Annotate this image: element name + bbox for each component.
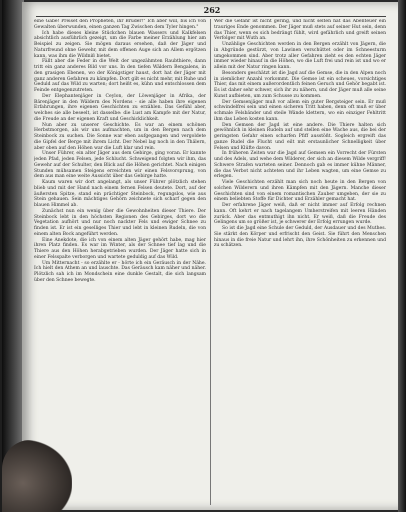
paragraph: So ist die Jagd eine Schule der Geduld, der Ausdauer und des Muthes. Sie stärkt den Körper und erfrischt den Geist. Sie führt den Menschen hinaus in die freie Natur und lehrt ihn, ihre Schönheiten zu erkennen und zu schätzen. xyxy=(214,226,386,249)
paragraph: Unzählige Geschichten werden in den Bergen erzählt von Jägern, die in Abgründe gestürzt, von Lawinen verschüttet oder im Schneesturm umgekommen sind. Aber trotz aller Gefahren zieht es den echten Jäger immer wieder hinauf in die Höhen, wo die Luft frei und rein ist und wo er allein mit der Natur ringen kann. xyxy=(214,42,386,70)
page-number: 262 xyxy=(203,5,221,15)
book-photo xyxy=(2,0,406,512)
column-divider xyxy=(210,19,211,505)
paragraph: In früheren Zeiten war die Jagd auf Gemsen ein Vorrecht der Fürsten und des Adels, und wehe dem Wilderer, der sich an diesem Wilde vergriff! Schwere Strafen warteten seiner. Dennoch gab es immer kühne Männer, die das Verbot nicht achteten und ihr Leben wagten, um eine Gemse zu erlegen. xyxy=(214,151,386,180)
right-text-column xyxy=(214,19,386,507)
paragraph: Zunächst nun ein wenig über die Gewohnheiten dieser Thiere. Der Steinbock lebt in den höchsten Regionen des Gebirges, dort wo die Vegetation aufhört und nur noch nackter Fels und ewiger Schnee zu finden ist. Er ist ein geselliges Thier und lebt in kleinen Rudeln, die von einem alten Bock angeführt werden. xyxy=(34,208,206,237)
book-gutter-shadow xyxy=(2,0,24,512)
thumb xyxy=(2,440,72,512)
paragraph: Der Gemsenjäger muß vor allem ein guter Bergsteiger sein. Er muß schwindelfrei sein und einen sicheren Tritt haben, denn oft muß er über schmale Felsbänder und steile Wände klettern, wo ein einziger Fehltritt ihm das Leben kosten kann. xyxy=(214,99,386,122)
paragraph: Eine Anekdote, die ich von einem alten Jäger gehört habe, mag hier ihren Platz finden. Es war im Winter, als der Schnee tief lag und die Thiere aus den Höhen herabgetrieben wurden. Der Jäger hatte sich in einer Felsspalte verborgen und wartete geduldig auf das Wild. xyxy=(34,237,206,260)
paragraph: Nun aber zu unserer Geschichte. Es war an einem schönen Herbstmorgen, als wir uns aufmachten, um in den Bergen nach dem Steinbock zu suchen. Die Sonne war eben aufgegangen und vergoldete die Gipfel der Berge mit ihrem Licht. Der Nebel lag noch in den Thälern, aber oben auf den Höhen war die Luft klar und rein. xyxy=(34,122,206,151)
paragraph: eine Gabe! Preiset den Propheten, ihr Brüder!" Ich aber will, bis ich von Gewalten überwunden, einen ganzen Tag Zwischen dem Tyler hingen." xyxy=(34,19,206,30)
left-text-column xyxy=(34,19,206,507)
paragraph: Wer die Gefahr ist nicht gering, und nicht selten hat das Abenteuer ein trauriges Ende genommen. Der Jäger muß stets auf seiner Hut sein, denn das Thier, wenn es sich bedrängt fühlt, wird gefährlich und greift seinen Verfolger mit Wuth an. xyxy=(214,19,386,42)
paragraph: Fällt aber die Feder in die Welt der ungezähmten Raubthiere, dann tritt ein ganz anderes Bild vor uns. In den tiefen Wäldern Bengalens, in den grasigen Ebenen, wo der Königstiger haust, dort hat der Jäger mit ganz anderen Gefahren zu kämpfen. Dort gilt es nicht mehr, mit Ruhe und Geduld auf das Wild zu warten; dort heißt es, kühn und entschlossen dem Feinde entgegenzutreten. xyxy=(34,59,206,93)
paragraph: Viele Geschichten erzählt man sich noch heute in den Bergen von solchen Wilderern und ihren Kämpfen mit den Jägern. Manche dieser Geschichten sind von einem romantischen Zauber umgeben, der sie zu einem beliebten Stoffe für Dichter und Erzähler gemacht hat. xyxy=(214,180,386,203)
book-page xyxy=(22,2,402,510)
paragraph: Ich habe dieses kleine Stückchen blauen Wassers und Kalkfelsen absichtlich ausführlich gezeigt, um die Farbe meiner Erzählung hier am Beispiel zu zeigen. Sie mögen daraus ersehen, daß der Jäger und Naturfreund ohne Gewehr, mit dem offenen Auge sich an Allem ergötzen kann, was ihm die Wildniß bietet. xyxy=(34,30,206,59)
paragraph: Unser Führer, ein alter Jäger aus dem Gebirge, ging voran. Er kannte jeden Pfad, jeden Felsen, jede Schlucht. Schweigend folgten wir ihm, das Gewehr auf der Schulter, den Blick auf die Höhen gerichtet. Nach einigen Stunden mühsamen Steigens erreichten wir einen Felsvorsprung, von dem aus man eine weite Aussicht über das Gebirge hatte. xyxy=(34,151,206,180)
paragraph: Besonders geschätzt ist die Jagd auf die Gemse, die in den Alpen noch in ziemlicher Anzahl vorkommt. Die Gemse ist ein scheues, vorsichtiges Thier, das mit einem außerordentlich feinen Geruch und Gehör begabt ist. Es ist daher sehr schwer, sich ihr zu nähern, und der Jäger muß alle seine Kunst aufbieten, um zum Schusse zu kommen. xyxy=(214,70,386,99)
paragraph: Der Elephantenjäger in Ceylon, der Löwenjäger in Afrika, der Bärenjäger in den Wäldern des Nordens - sie alle haben ihre eigenen Erfahrungen, ihre eigenen Geschichten zu erzählen. Das Gefühl aber, welches sie alle beseelt, ist dasselbe: die Lust am Kampfe mit der Natur, die Freude an der eigenen Kraft und Geschicklichkeit. xyxy=(34,93,206,122)
header-rule xyxy=(36,16,386,17)
page-edge-shadow xyxy=(398,0,406,512)
paragraph: Kaum waren wir dort angelangt, als unser Führer plötzlich stehen blieb und mit der Hand nach einem fernen Felsen deutete. Dort, auf der äußersten Spitze, stand ein prächtiger Steinbock, regungslos, wie aus Stein gehauen. Sein mächtiges Gehörn zeichnete sich scharf gegen den blauen Himmel ab. xyxy=(34,180,206,208)
paragraph: Um Mitternacht - so erzählte er - hörte ich ein Geräusch in der Nähe. Ich hielt den Athem an und lauschte. Das Geräusch kam näher und näher. Plötzlich sah ich im Mondschein eine dunkle Gestalt, die sich langsam über den Schnee bewegte. xyxy=(34,260,206,283)
paragraph: Der erfahrene Jäger weiß, daß er nicht immer auf Erfolg rechnen kann. Oft kehrt er nach tagelangem Umherstreifen mit leeren Händen zurück. Aber das entmuthigt ihn nicht. Er weiß, daß die Freude des Gelingens um so größer ist, je schwerer der Erfolg errungen wurde. xyxy=(214,203,386,226)
paragraph: Den Gemsen der Jagd ist eine andere. Die Thiere halten sich gewöhnlich in kleinen Rudeln auf und stellen eine Wache aus, die bei der geringsten Gefahr einen scharfen Pfiff ausstößt. Sogleich ergreift das ganze Rudel die Flucht und eilt mit erstaunlicher Schnelligkeit über Felsen und Klüfte davon. xyxy=(214,122,386,151)
